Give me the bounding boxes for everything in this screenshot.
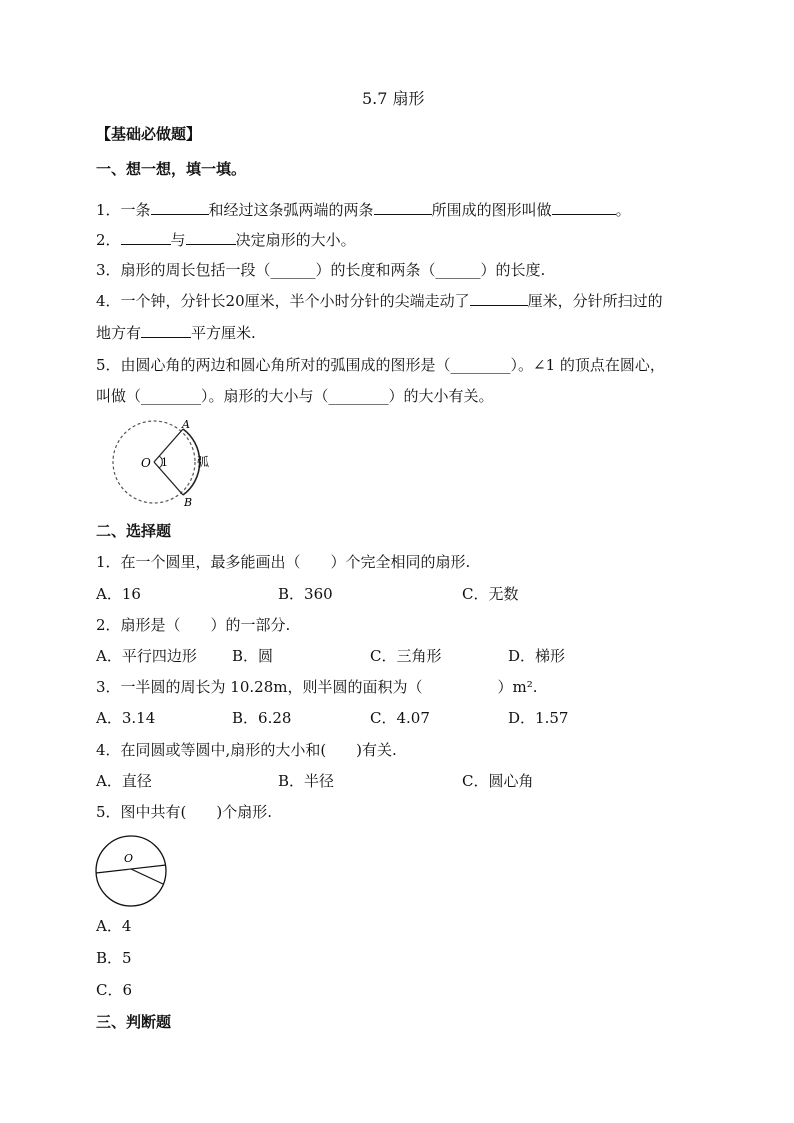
section-basic-heading: 【基础必做题】 bbox=[96, 125, 202, 143]
blank bbox=[552, 200, 616, 215]
part1-q5-line2: 叫做（________）。扇形的大小与（________）的大小有关。 bbox=[96, 387, 494, 405]
sector-figure bbox=[104, 416, 224, 508]
blank bbox=[186, 230, 236, 245]
part2-q5-stem: 5．图中共有( )个扇形. bbox=[96, 803, 273, 821]
part1-q4-line1 bbox=[96, 291, 663, 311]
label-arc: 弧 bbox=[197, 455, 210, 469]
part2-q1-option-c: C．无数 bbox=[462, 585, 519, 603]
part1-q2 bbox=[96, 230, 356, 250]
part2-q2-option-b: B．圆 bbox=[232, 647, 274, 665]
part2-q3-stem: 3．一半圆的周长为 10.28m，则半圆的面积为（ ）m². bbox=[96, 678, 538, 696]
q2-text-b: 与 bbox=[170, 231, 186, 249]
part2-q5-option-c: C．6 bbox=[96, 981, 133, 999]
part1-heading: 一、想一想，填一填。 bbox=[96, 160, 247, 178]
part2-q5-option-b: B．5 bbox=[96, 949, 132, 967]
circle-figure bbox=[92, 834, 170, 908]
blank bbox=[374, 200, 432, 215]
label-o: O bbox=[124, 852, 134, 865]
part2-q4-stem: 4．在同圆或等圆中,扇形的大小和( )有关. bbox=[96, 741, 397, 759]
q1-text-b: 和经过这条弧两端的两条 bbox=[208, 201, 374, 219]
blank bbox=[141, 323, 191, 338]
part2-q2-stem: 2．扇形是（ ）的一部分. bbox=[96, 616, 291, 634]
radius-oa bbox=[154, 429, 183, 462]
blank bbox=[121, 230, 171, 245]
q4-text-c: 地方有 bbox=[96, 324, 142, 342]
blank bbox=[151, 200, 209, 215]
part2-q3-option-b: B．6.28 bbox=[232, 709, 292, 727]
part2-q3-option-c: C．4.07 bbox=[370, 709, 430, 727]
part2-q1-stem: 1．在一个圆里，最多能画出（ ）个完全相同的扇形. bbox=[96, 553, 471, 571]
part2-q4-option-b: B．半径 bbox=[278, 772, 335, 790]
part2-q4-option-a: A．直径 bbox=[96, 772, 152, 790]
q4-text-a: 4．一个钟，分针长20厘米，半个小时分针的尖端走动了 bbox=[96, 292, 470, 310]
part1-q5-line1: 5．由圆心角的两边和圆心角所对的弧围成的图形是（________）。∠1 的顶点在圆心， bbox=[96, 356, 665, 374]
part2-q2-option-c: C．三角形 bbox=[370, 647, 442, 665]
q2-text-c: 决定扇形的大小。 bbox=[235, 231, 356, 249]
part2-q1-option-b: B．360 bbox=[278, 585, 333, 603]
label-angle-1: 1 bbox=[161, 456, 168, 469]
label-b: B bbox=[184, 496, 193, 508]
part2-q4-option-c: C．圆心角 bbox=[462, 772, 534, 790]
radius-ob bbox=[154, 462, 183, 495]
part2-q3-option-a: A．3.14 bbox=[96, 709, 156, 727]
q2-text-a: 2． bbox=[96, 231, 121, 249]
q1-text-a: 1．一条 bbox=[96, 201, 151, 219]
part2-q2-option-d: D．梯形 bbox=[508, 647, 566, 665]
part1-q3: 3．扇形的周长包括一段（______）的长度和两条（______）的长度. bbox=[96, 261, 546, 279]
label-a: A bbox=[182, 418, 190, 431]
q4-text-b: 厘米，分针所扫过的 bbox=[527, 292, 663, 310]
q4-text-d: 平方厘米. bbox=[191, 324, 256, 342]
part2-q1-option-a: A．16 bbox=[96, 585, 141, 603]
label-o: O bbox=[141, 456, 151, 470]
radius bbox=[131, 869, 163, 884]
circle-outline bbox=[96, 836, 166, 906]
q1-text-d: 。 bbox=[615, 201, 631, 219]
q1-text-c: 所围成的图形叫做 bbox=[431, 201, 552, 219]
part2-heading: 二、选择题 bbox=[96, 522, 172, 540]
part2-q2-option-a: A．平行四边形 bbox=[96, 647, 197, 665]
part2-q5-option-a: A．4 bbox=[96, 917, 132, 935]
part1-q1 bbox=[96, 200, 631, 220]
page-title: 5.7 扇形 bbox=[362, 89, 425, 108]
blank bbox=[470, 291, 528, 306]
part3-heading: 三、判断题 bbox=[96, 1013, 172, 1031]
part2-q3-option-d: D．1.57 bbox=[508, 709, 569, 727]
part1-q4-line2 bbox=[96, 323, 256, 343]
